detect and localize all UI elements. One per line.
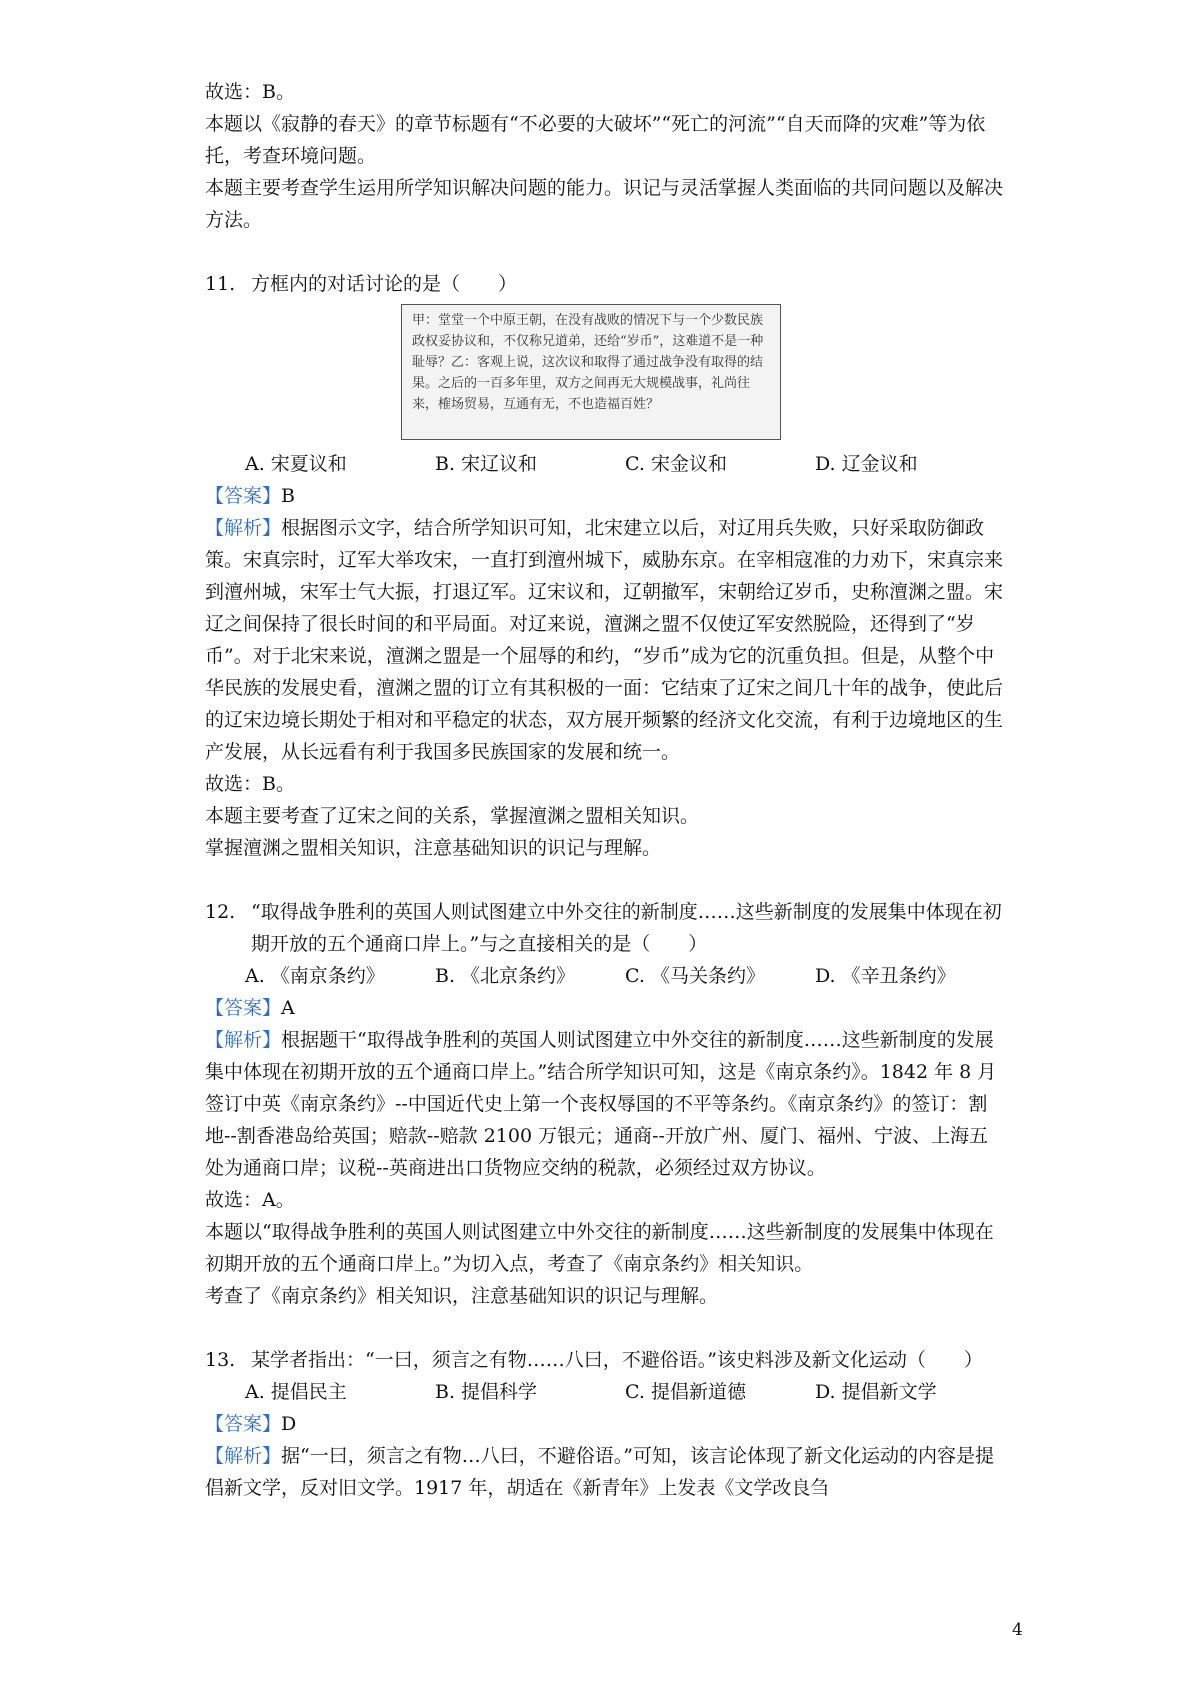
answer-tag: 【答案】 [205, 485, 282, 507]
option-a: A. 《南京条约》 [245, 965, 385, 987]
answer-value: D [281, 1413, 297, 1435]
option-b: B. 提倡科学 [435, 1381, 538, 1403]
options-row [205, 1376, 1005, 1408]
option-b: B. 《北京条约》 [435, 965, 576, 987]
option-c: C. 宋金议和 [625, 453, 727, 475]
analysis-text: 根据题干“取得战争胜利的英国人则试图建立中外交往的新制度……这些新制度的发展集中体现在初期开放的五个通商口岸上。”结合所学知识可知，这是《南京条约》。1842 年 8 月签订中英《南京条约》--中国近代史上第一个丧权辱国的不平等条约。《南京条约》的签订：割地--割香港岛给英国；赔款--赔款 2100 万银元；通商--开放广州、厦门、福州、宁波、上海五处为通商口岸；议税--英商进出口货物应交纳的税款，必须经过双方协议。 [205, 1029, 997, 1179]
question-stem: “取得战争胜利的英国人则试图建立中外交往的新制度……这些新制度的发展集中体现在初期开放的五个通商口岸上。”与之直接相关的是（ ） [251, 901, 1002, 955]
answer-value: A [281, 997, 295, 1019]
question-number: 11. [205, 273, 236, 295]
option-d: D. 辽金议和 [815, 453, 918, 475]
question-12 [205, 896, 1005, 960]
document-page [205, 76, 1005, 1504]
options-row [205, 960, 1005, 992]
question-13 [205, 1344, 1005, 1376]
answer-line [205, 1408, 1005, 1440]
text-line: 掌握澶渊之盟相关知识，注意基础知识的识记与理解。 [205, 837, 662, 859]
option-b: B. 宋辽议和 [435, 453, 538, 475]
analysis-text: 根据图示文字，结合所学知识可知，北宋建立以后，对辽用兵失败，只好采取防御政策。宋真宗时，辽军大举攻宋，一直打到澶州城下，威胁东京。在宰相寇准的力劝下，宋真宗来到澶州城，宋军士气大振，打退辽军。辽宋议和，辽朝撤军，宋朝给辽岁币，史称澶渊之盟。宋辽之间保持了很长时间的和平局面。对辽来说，澶渊之盟不仅使辽军安然脱险，还得到了“岁币”。对于北宋来说，澶渊之盟是一个屈辱的和约，“岁币”成为它的沉重负担。但是，从整个中华民族的发展史看，澶渊之盟的订立有其积极的一面：它结束了辽宋之间几十年的战争，使此后的辽宋边境长期处于相对和平稳定的状态，双方展开频繁的经济文化交流，有利于边境地区的生产发展，从长远看有利于我国多民族国家的发展和统一。 [205, 517, 1004, 763]
question-stem: 方框内的对话讨论的是（ ） [251, 273, 518, 295]
answer-value: B [281, 485, 295, 507]
analysis-tag: 【解析】 [205, 1029, 282, 1051]
text-line: 故选：A。 [205, 1189, 295, 1211]
answer-line [205, 480, 1005, 512]
analysis-tag: 【解析】 [205, 1445, 282, 1467]
options-row [205, 448, 1005, 480]
option-a: A. 宋夏议和 [245, 453, 347, 475]
question-number: 12. [205, 901, 236, 923]
text-line: 考查了《南京条约》相关知识，注意基础知识的识记与理解。 [205, 1285, 719, 1307]
analysis-text: 据“一曰，须言之有物…八曰，不避俗语。”可知，该言论体现了新文化运动的内容是提倡新文学，反对旧文学。1917 年，胡适在《新青年》上发表《文学改良刍 [205, 1445, 994, 1499]
text-line: 本题以《寂静的春天》的章节标题有“不必要的大破坏”“死亡的河流”“自天而降的灾难”等为依托，考查环境问题。 [205, 113, 986, 167]
option-c: C. 提倡新道德 [625, 1381, 746, 1403]
question-number: 13. [205, 1349, 236, 1371]
analysis-paragraph [205, 512, 1005, 768]
text-line: 本题主要考查学生运用所学知识解决问题的能力。识记与灵活掌握人类面临的共同问题以及解决方法。 [205, 177, 1004, 231]
question-stem: 某学者指出：“一曰，须言之有物……八曰，不避俗语。”该史料涉及新文化运动（ ） [251, 1349, 983, 1371]
option-d: D. 《辛丑条约》 [815, 965, 956, 987]
dialogue-figure [401, 304, 781, 440]
answer-tag: 【答案】 [205, 1413, 282, 1435]
text-line: 本题主要考查了辽宋之间的关系，掌握澶渊之盟相关知识。 [205, 805, 700, 827]
option-c: C. 《马关条约》 [625, 965, 765, 987]
analysis-paragraph [205, 1440, 1005, 1504]
analysis-paragraph [205, 1024, 1005, 1184]
option-a: A. 提倡民主 [245, 1381, 347, 1403]
question-11 [205, 268, 1005, 300]
figure-text: 甲：堂堂一个中原王朝，在没有战败的情况下与一个少数民族政权妥协议和，不仅称兄道弟，还给“岁币”，这难道不是一种耻辱？乙：客观上说，这次议和取得了通过战争没有取得的结果。之后的一百多年里，双方之间再无大规模战事，礼尚往来，榷场贸易，互通有无，不也造福百姓？ [412, 313, 764, 412]
answer-line [205, 992, 1005, 1024]
text-line: 故选：B。 [205, 81, 295, 103]
text-line: 本题以“取得战争胜利的英国人则试图建立中外交往的新制度……这些新制度的发展集中体现在初期开放的五个通商口岸上。”为切入点，考查了《南京条约》相关知识。 [205, 1221, 994, 1275]
text-line: 故选：B。 [205, 773, 295, 795]
option-d: D. 提倡新文学 [815, 1381, 937, 1403]
answer-tag: 【答案】 [205, 997, 282, 1019]
analysis-tag: 【解析】 [205, 517, 282, 539]
page-number: 4 [1012, 1620, 1023, 1640]
